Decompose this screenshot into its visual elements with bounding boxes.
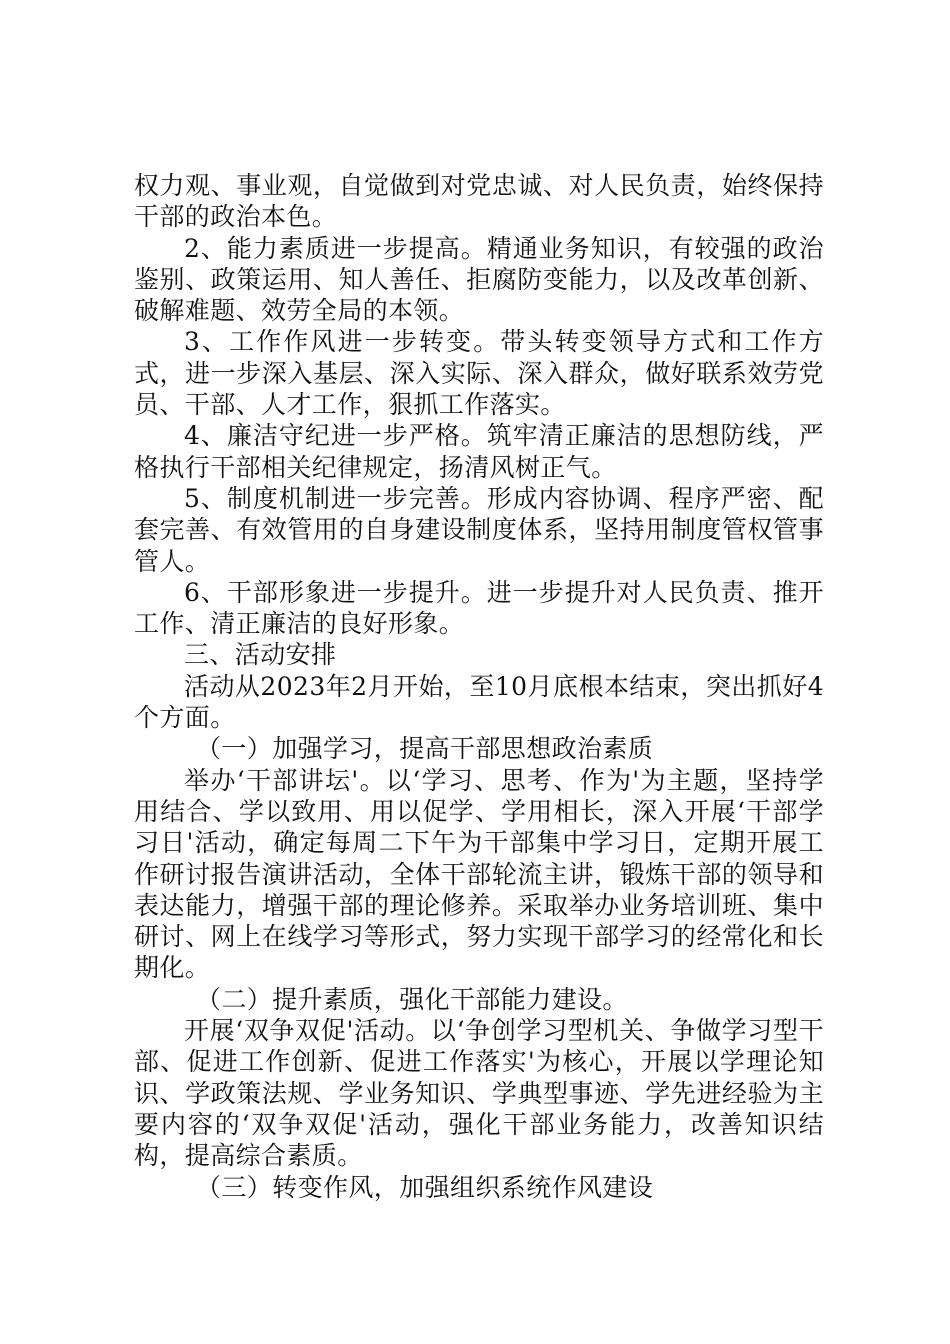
paragraph-goal-5: 5、制度机制进一步完善。形成内容协调、程序严密、配套完善、有效管用的自身建设制度体系，坚持用制度管权管事管人。	[134, 483, 824, 576]
subheading-change-work-style: （三）转变作风，加强组织系统作风建设	[196, 1172, 654, 1202]
section-heading-activity-arrangement: 三、活动安排	[184, 640, 337, 670]
paragraph-goal-3: 3、工作作风进一步转变。带头转变领导方式和工作方式，进一步深入基层、深入实际、深入群众，做好联系效劳党员、干部、人才工作，狠抓工作落实。	[134, 327, 824, 420]
paragraph-double-compete: 开展‘双争双促'活动。以‘争创学习型机关、争做学习型干部、促进工作创新、促进工作落实'为核心，开展以学理论知识、学政策法规、学业务知识、学典型事迹、学先进经验为主要内容的‘双争双促'活动，强化干部业务能力，改善知识结构，提高综合素质。	[134, 1016, 824, 1171]
paragraph-goal-6: 6、干部形象进一步提升。进一步提升对人民负责、推开工作、清正廉洁的良好形象。	[134, 577, 824, 639]
paragraph-continuation: 权力观、事业观，自觉做到对党忠诚、对人民负责，始终保持干部的政治本色。	[134, 171, 824, 232]
paragraph-activity-timeline: 活动从2023年2月开始，至10月底根本结束，突出抓好4个方面。	[134, 671, 824, 733]
paragraph-cadre-forum: 举办‘干部讲坛'。以‘学习、思考、作为'为主题，坚持学用结合、学以致用、用以促学、学用相长，深入开展‘干部学习日'活动，确定每周二下午为干部集中学习日，定期开展工作研讨报告演讲活动，全体干部轮流主讲，锻炼干部的领导和表达能力，增强干部的理论修养。采取举办业务培训班、集中研讨、网上在线学习等形式，努力实现干部学习的经常化和长期化。	[134, 765, 824, 983]
paragraph-goal-2: 2、能力素质进一步提高。精通业务知识，有较强的政治鉴别、政策运用、知人善任、拒腐防变能力，以及改革创新、破解难题、效劳全局的本领。	[134, 233, 824, 326]
subheading-improve-quality: （二）提升素质，强化干部能力建设。	[196, 984, 628, 1014]
subheading-strengthen-learning: （一）加强学习，提高干部思想政治素质	[196, 734, 654, 764]
document-body	[134, 170, 824, 1203]
paragraph-goal-4: 4、廉洁守纪进一步严格。筑牢清正廉洁的思想防线，严格执行干部相关纪律规定，扬清风树正气。	[134, 421, 824, 482]
